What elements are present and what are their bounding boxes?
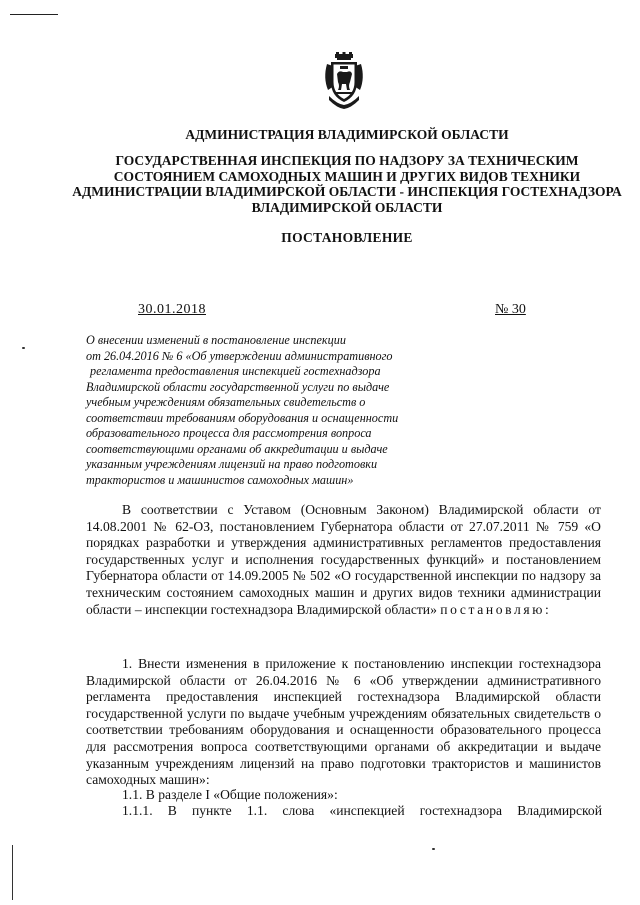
subject-line: трактористов и машинистов самоходных машин» — [86, 472, 354, 487]
document-date: 30.01.2018 — [138, 302, 206, 317]
decree-word: постановляю: — [440, 601, 552, 617]
preamble-paragraph — [86, 502, 601, 618]
subject-line: от 26.04.2016 № 6 «Об утверждении административного — [86, 348, 393, 363]
subject-line: О внесении изменений в постановление инспекции — [86, 333, 346, 347]
scan-speck — [22, 347, 25, 349]
subject-line: регламента предоставления инспекцией гостехнадзора — [90, 364, 381, 378]
inspection-title-line: ВЛАДИМИРСКОЙ ОБЛАСТИ — [251, 199, 443, 215]
item-1-1-1: 1.1.1. В пункте 1.1. слова «инспекцией гостехнадзора Владимирской — [122, 803, 602, 818]
top-scan-rule — [10, 14, 58, 15]
inspection-title-line: АДМИНИСТРАЦИИ ВЛАДИМИРСКОЙ ОБЛАСТИ - ИНСПЕКЦИЯ ГОСТЕХНАДЗОРА — [72, 184, 622, 199]
subject-line: учебным учреждениям обязательных свидетельств о — [86, 395, 366, 409]
subject-line: соответствующими органами об аккредитации и выдаче — [86, 441, 388, 456]
item-1-paragraph: 1. Внести изменения в приложение к постановлению инспекции гостехнадзора Владимирской области от 26.04.2016 № 6 «Об утверждении административного регламента предоставления инспекцией гостехнадзора Владимирской области государственной услуги по выдаче учебным учреждениям обязательных свидетельств о соответствии требованиям оборудования и оснащенности образовательного процесса для рассмотрения вопроса соответствующими органами об аккредитации и выдаче указанным учреждениям лицензий на право подготовки трактористов и машинистов самоходных машин»: — [86, 656, 601, 788]
subject-line: указанным учреждениям лицензий на право подготовки — [86, 457, 378, 471]
inspection-title — [60, 153, 634, 215]
inspection-title-line: СОСТОЯНИЕМ САМОХОДНЫХ МАШИН И ДРУГИХ ВИДОВ ТЕХНИКИ — [113, 168, 581, 184]
subject-line: Владимирской области государственной услуги по выдаче — [86, 379, 390, 394]
scan-margin-mark — [12, 845, 13, 900]
scan-speck — [432, 848, 435, 850]
coat-of-arms-emblem — [321, 52, 367, 110]
preamble-text: В соответствии с Уставом (Основным Законом) Владимирской области от 14.08.2001 № 62-ОЗ, постановлением Губернатора области от 27.07.2011 № 759 «О порядках разработки и утверждения административных регламентов предоставления государственных услуг и исполнения государственных функций» и постановлением Губернатора области от 14.09.2005 № 502 «О государственной инспекции по надзору за техническим состоянием самоходных машин и других видов техники администрации области – инспекции гостехнадзора Владимирской области» — [86, 502, 601, 617]
subject-line: соответствии требованиям оборудования и оснащенности — [86, 410, 399, 425]
item-1-1: 1.1. В разделе I «Общие положения»: — [122, 787, 338, 802]
document-subject — [86, 333, 426, 488]
organization-title: АДМИНИСТРАЦИЯ ВЛАДИМИРСКОЙ ОБЛАСТИ — [185, 127, 509, 142]
document-number: № 30 — [495, 302, 526, 317]
subject-line: образовательного процесса для рассмотрения вопроса — [86, 426, 372, 440]
document-type: ПОСТАНОВЛЕНИЕ — [281, 230, 413, 245]
inspection-title-line: ГОСУДАРСТВЕННАЯ ИНСПЕКЦИЯ ПО НАДЗОРУ ЗА ТЕХНИЧЕСКИМ — [115, 153, 579, 168]
